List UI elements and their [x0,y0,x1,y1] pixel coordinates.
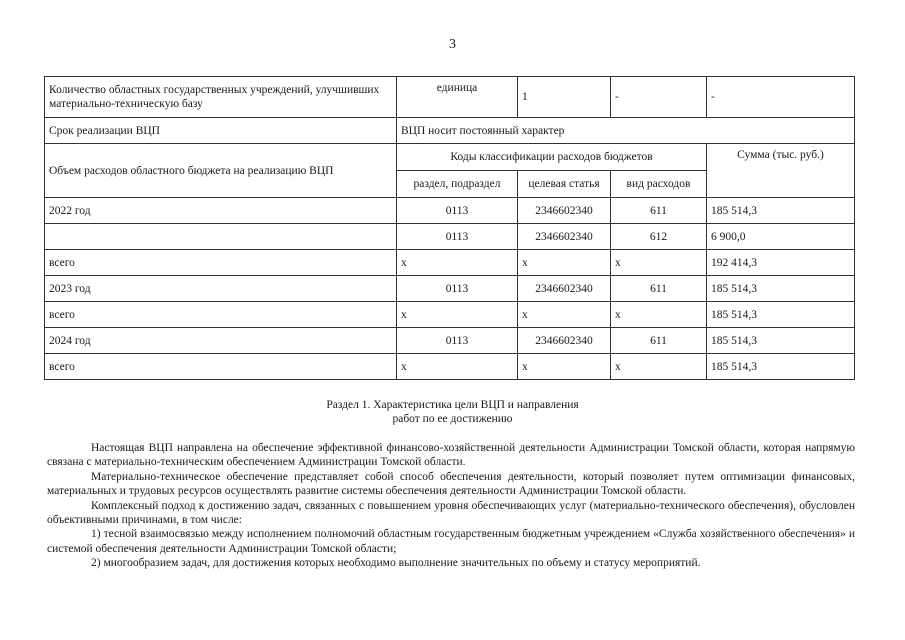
row-kind: 611 [611,328,707,354]
header-kind: вид расходов [611,171,707,198]
row-sum: 6 900,0 [707,224,855,250]
row-target: 2346602340 [518,224,611,250]
header-sum: Сумма (тыс. руб.) [707,144,855,198]
table-row [45,354,855,380]
row-quantity [45,77,855,118]
row-sum: 185 514,3 [707,276,855,302]
paragraph: Материально-техническое обеспечение представляет собой способ обеспечения деятельности, который позволяет путем оптимизации финансовых, материальных и трудовых ресурсов осуществлять развитие системы обеспечения деятельности Администрации Томской области. [47,470,855,498]
table-row [45,328,855,354]
row-section: 0113 [397,276,518,302]
row-sum: 192 414,3 [707,250,855,276]
row-target: x [518,302,611,328]
page-number: 3 [449,37,456,52]
row-kind: 611 [611,198,707,224]
quantity-label: Количество областных государственных учреждений, улучшивших материально-техническую базу [45,77,397,118]
row-sum: 185 514,3 [707,328,855,354]
row-label: всего [45,302,397,328]
table-row [45,250,855,276]
header-label: Объем расходов областного бюджета на реализацию ВЦП [45,144,397,198]
row-target: x [518,250,611,276]
header-section: раздел, подраздел [397,171,518,198]
row-label [45,224,397,250]
row-section: x [397,354,518,380]
body-text [47,441,855,571]
row-label: 2022 год [45,198,397,224]
paragraph: Настоящая ВЦП направлена на обеспечение эффективной финансово-хозяйственной деятельности Администрации Томской области, которая напрямую связана с материально-техническим обеспечением Администрации Томской области. [47,442,855,469]
row-kind: x [611,302,707,328]
row-label: всего [45,250,397,276]
row-kind: 611 [611,276,707,302]
term-value: ВЦП носит постоянный характер [397,118,855,144]
paragraph: Комплексный подход к достижению задач, связанных с повышением уровня обеспечивающих услуг (материально-технического обеспечения), обусловлен объективными причинами, в том числе: [47,499,855,527]
row-sum: 185 514,3 [707,354,855,380]
row-section: 0113 [397,224,518,250]
row-label: 2023 год [45,276,397,302]
table-row [45,224,855,250]
row-section: x [397,302,518,328]
term-label: Срок реализации ВЦП [45,118,397,144]
paragraph: 2) многообразием задач, для достижения которых необходимо выполнение значительных по объему и статусу мероприятий. [91,557,701,570]
header-target: целевая статья [518,171,611,198]
row-kind: x [611,250,707,276]
row-term [45,118,855,144]
row-section: 0113 [397,198,518,224]
row-label: 2024 год [45,328,397,354]
row-target: 2346602340 [518,276,611,302]
header-row-1 [45,144,855,171]
header-codes: Коды классификации расходов бюджетов [397,144,707,171]
table-row [45,302,855,328]
row-kind: x [611,354,707,380]
quantity-2023: - [611,77,707,118]
row-kind: 612 [611,224,707,250]
table-body [45,198,855,380]
quantity-unit: единица [397,77,518,118]
section-title-line-1: Раздел 1. Характеристика цели ВЦП и направления [326,399,579,411]
section-title-line-2: работ по ее достижению [392,413,513,425]
row-sum: 185 514,3 [707,302,855,328]
quantity-2022: 1 [518,77,611,118]
row-sum: 185 514,3 [707,198,855,224]
row-section: x [397,250,518,276]
program-table [44,76,855,380]
row-label: всего [45,354,397,380]
paragraph: 1) тесной взаимосвязью между исполнением полномочий областным государственным бюджетным учреждением «Служба хозяйственного обеспечения» и системой обеспечения деятельности Администрации Томской области; [47,528,855,555]
row-target: x [518,354,611,380]
quantity-2024: - [707,77,855,118]
row-target: 2346602340 [518,328,611,354]
row-target: 2346602340 [518,198,611,224]
section-title [0,398,905,426]
row-section: 0113 [397,328,518,354]
table-row [45,198,855,224]
table-row [45,276,855,302]
